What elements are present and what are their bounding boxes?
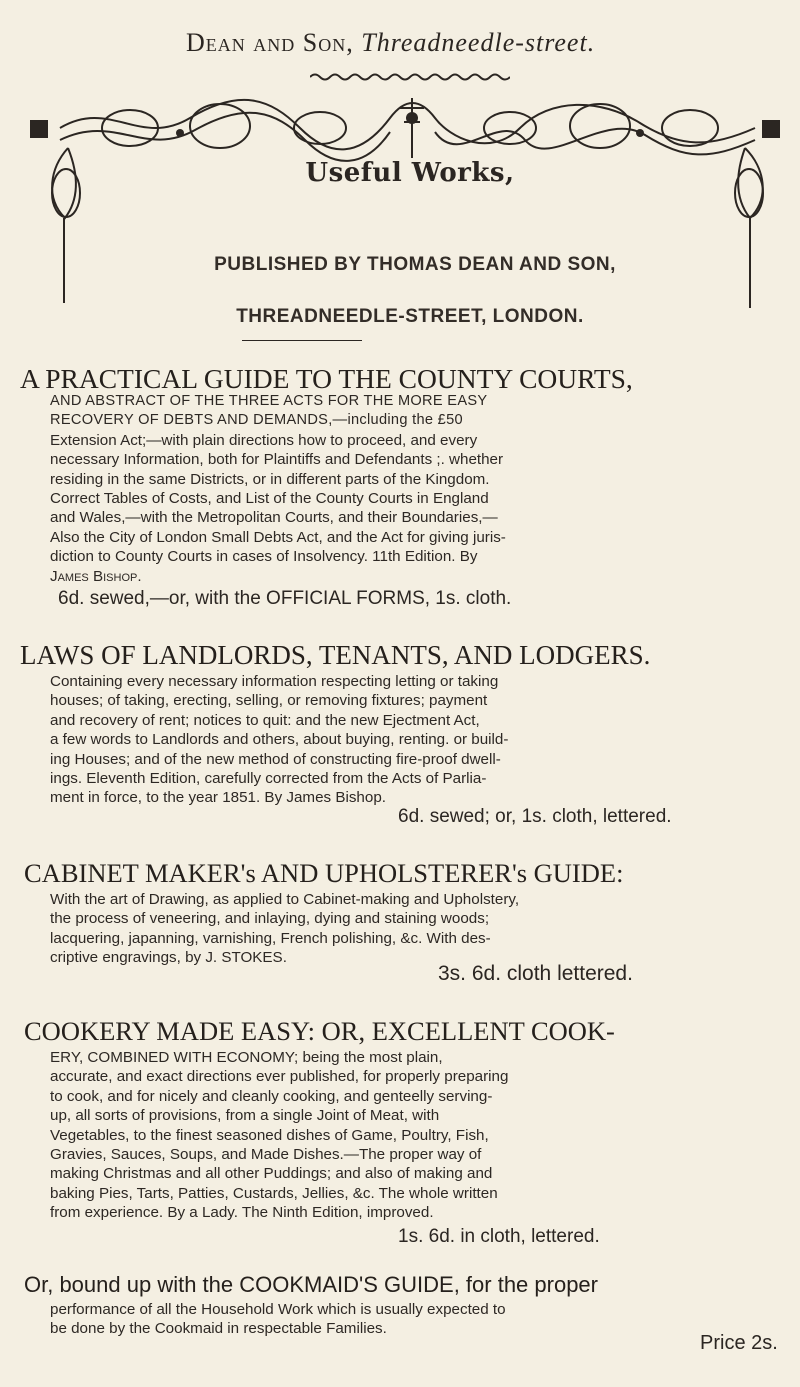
entry-line: necessary Information, both for Plaintiffs and Defendants ;. whether bbox=[50, 451, 504, 469]
entry-line: Extension Act;—with plain directions how to proceed, and every bbox=[50, 431, 478, 449]
entry-description bbox=[50, 1048, 786, 1223]
entry-line: Correct Tables of Costs, and List of the County Courts in England bbox=[50, 490, 489, 508]
entry-line: lacquering, japanning, varnishing, French polishing, &c. With des- bbox=[50, 929, 491, 947]
entry-line: making Christmas and all other Puddings; and also of making and bbox=[50, 1165, 493, 1183]
entry-price: 6d. sewed; or, 1s. cloth, lettered. bbox=[398, 806, 672, 827]
entry-line: Vegetables, to the finest seasoned dishes of Game, Poultry, Fish, bbox=[50, 1126, 489, 1144]
entry-line: James Bishop. bbox=[50, 567, 142, 585]
entry-line: criptive engravings, by J. STOKES. bbox=[50, 949, 287, 967]
entry-line: residing in the same Districts, or in different parts of the Kingdom. bbox=[50, 470, 490, 488]
entry-line: a few words to Landlords and others, about buying, renting. or build- bbox=[50, 731, 509, 749]
entry-line: and recovery of rent; notices to quit: and the new Ejectment Act, bbox=[50, 711, 480, 729]
entry-line: houses; of taking, erecting, selling, or removing fixtures; payment bbox=[50, 692, 488, 710]
entry-price: 3s. 6d. cloth lettered. bbox=[438, 962, 633, 985]
works-title: Useful Works, bbox=[305, 158, 515, 188]
entry-title: A PRACTICAL GUIDE TO THE COUNTY COURTS, bbox=[20, 363, 633, 394]
entry-price: Price 2s. bbox=[700, 1332, 778, 1354]
entry-line: to cook, and for nicely and cleanly cooking, and genteelly serving- bbox=[50, 1087, 493, 1105]
entry-description bbox=[50, 392, 786, 586]
entry-description bbox=[50, 890, 786, 968]
running-head-publisher: Dean and Son, bbox=[186, 28, 354, 57]
entry-line: With the art of Drawing, as applied to Cabinet-making and Upholstery, bbox=[50, 891, 520, 908]
entry-line: Gravies, Sauces, Soups, and Made Dishes.—The proper way of bbox=[50, 1146, 482, 1164]
entry-line: ing Houses; and of the new method of constructing fire-proof dwell- bbox=[50, 750, 501, 768]
entry-line: and Wales,—with the Metropolitan Courts, and their Boundaries,— bbox=[50, 509, 498, 527]
entry-title: CABINET MAKER's AND UPHOLSTERER's GUIDE: bbox=[24, 858, 624, 888]
entry-description bbox=[50, 672, 786, 808]
entry-title: Or, bound up with the COOKMAID'S GUIDE, for the proper bbox=[24, 1272, 598, 1297]
entry-line: ings. Eleventh Edition, carefully corrected from the Acts of Parlia- bbox=[50, 770, 487, 788]
divider-rule bbox=[242, 340, 362, 341]
entry-line: Also the City of London Small Debts Act, and the Act for giving juris- bbox=[50, 528, 506, 546]
entry-line: ERY, COMBINED WITH ECONOMY; being the most plain, bbox=[50, 1049, 443, 1066]
entry-price: 6d. sewed,—or, with the OFFICIAL FORMS, 1s. cloth. bbox=[58, 588, 512, 609]
entry-price: 1s. 6d. in cloth, lettered. bbox=[398, 1226, 600, 1247]
entry-line: up, all sorts of provisions, from a single Joint of Meat, with bbox=[50, 1107, 440, 1125]
entry-line: RECOVERY OF DEBTS AND DEMANDS,—including the £50 bbox=[50, 412, 463, 429]
running-head bbox=[186, 28, 606, 58]
entry-line: from experience. By a Lady. The Ninth Edition, improved. bbox=[50, 1204, 434, 1222]
entry-description bbox=[50, 1300, 786, 1339]
running-head-street: Threadneedle-street. bbox=[361, 28, 596, 57]
entry-line: be done by the Cookmaid in respectable Families. bbox=[50, 1320, 387, 1338]
entry-line: performance of all the Household Work which is usually expected to bbox=[50, 1301, 506, 1318]
wavy-rule-icon bbox=[310, 72, 510, 82]
entry-line: accurate, and exact directions ever published, for properly preparing bbox=[50, 1068, 509, 1086]
published-by-line: PUBLISHED BY THOMAS DEAN AND SON, bbox=[214, 254, 616, 275]
publisher-address-line: THREADNEEDLE-STREET, LONDON. bbox=[236, 306, 584, 327]
entry-line: baking Pies, Tarts, Patties, Custards, Jellies, &c. The whole written bbox=[50, 1184, 498, 1202]
entry-title: COOKERY MADE EASY: OR, EXCELLENT COOK- bbox=[24, 1016, 615, 1046]
entry-line: diction to County Courts in cases of Insolvency. 11th Edition. By bbox=[50, 548, 478, 566]
entry-line: the process of veneering, and inlaying, dying and staining woods; bbox=[50, 910, 490, 928]
entry-line: AND ABSTRACT OF THE THREE ACTS FOR THE MORE EASY bbox=[50, 393, 488, 409]
entry-line: ment in force, to the year 1851. By James Bishop. bbox=[50, 789, 386, 807]
entry-title: LAWS OF LANDLORDS, TENANTS, AND LODGERS. bbox=[20, 640, 651, 670]
entry-line: Containing every necessary information respecting letting or taking bbox=[50, 673, 499, 690]
